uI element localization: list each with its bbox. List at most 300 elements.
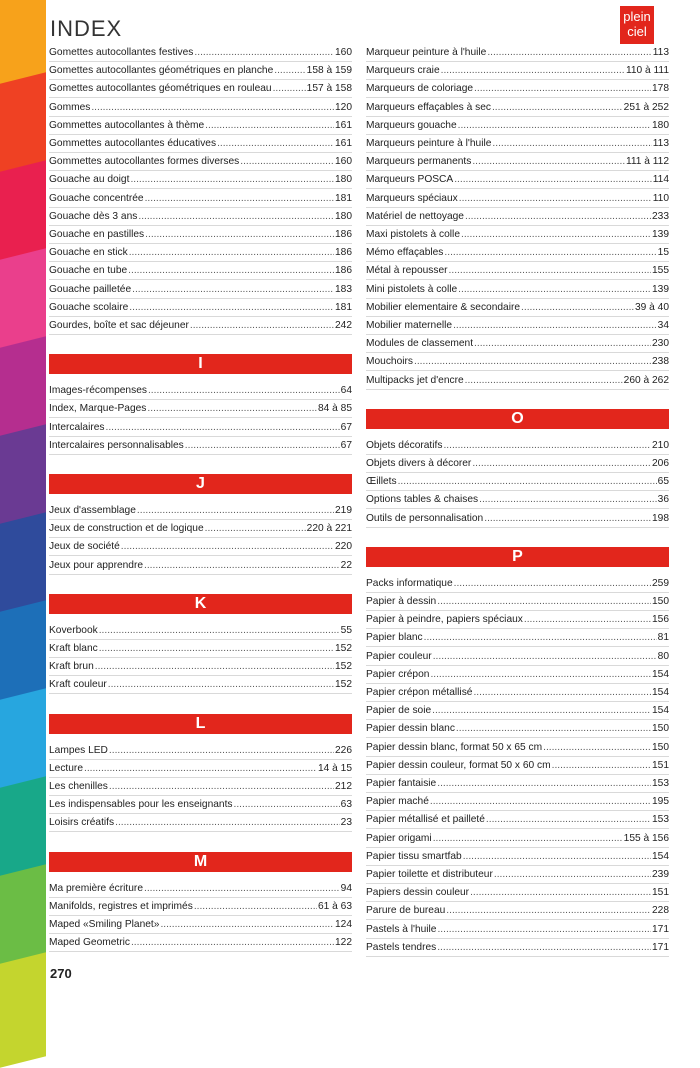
dot-leader	[552, 758, 651, 774]
dot-leader	[437, 776, 651, 792]
dot-leader	[474, 336, 651, 352]
entry-page: 242	[335, 320, 352, 331]
index-entry	[366, 209, 669, 226]
page-title: INDEX	[50, 16, 123, 41]
dot-leader	[458, 118, 651, 134]
dot-leader	[465, 209, 651, 225]
entry-page: 67	[340, 439, 352, 451]
entry-label: Papier crépon	[366, 668, 430, 680]
dot-leader	[99, 623, 340, 639]
entry-label: Papier à peindre, papiers spéciaux	[366, 614, 523, 626]
dot-leader	[128, 263, 334, 279]
index-entry	[366, 612, 669, 629]
index-entry	[49, 815, 352, 832]
entry-page: 156	[652, 614, 669, 626]
index-entry	[366, 118, 669, 135]
entry-page: 239	[652, 869, 669, 880]
entry-label: Gouache en pastilles	[49, 229, 145, 240]
entry-label: Les chenilles	[49, 781, 108, 792]
dot-leader	[132, 282, 334, 298]
entry-page: 186	[335, 265, 352, 277]
entry-page: 186	[335, 247, 352, 259]
dot-leader	[484, 511, 651, 527]
index-entry	[366, 456, 669, 473]
index-entry	[49, 558, 352, 575]
dot-leader	[194, 45, 334, 61]
dot-leader	[148, 383, 340, 399]
entry-label: Lecture	[49, 762, 83, 774]
entry-label: Métal à repousser	[366, 265, 448, 277]
dot-leader	[430, 667, 651, 683]
dot-leader	[441, 63, 625, 79]
entry-label: Marqueurs POSCA	[366, 174, 454, 186]
entry-page: 154	[652, 668, 669, 680]
index-entry	[366, 438, 669, 455]
entry-label: Maxi pistolets à colle	[366, 229, 460, 240]
entry-label: Mouchoirs	[366, 356, 413, 368]
entry-page: 161	[335, 119, 352, 131]
entry-page: 180	[335, 174, 352, 186]
index-entry	[366, 492, 669, 509]
entry-page: 171	[652, 941, 669, 953]
entry-label: Gommettes autocollantes formes diverses	[49, 156, 240, 168]
index-entry	[49, 935, 352, 952]
entry-page: 152	[335, 643, 352, 654]
entry-label: Kraft blanc	[49, 643, 98, 654]
entry-page: 210	[652, 439, 669, 451]
index-entry	[49, 245, 352, 262]
index-entry	[366, 903, 669, 920]
entry-label: Gommettes autocollantes à thème	[49, 119, 205, 131]
entry-page: 36	[657, 494, 669, 506]
index-entry	[49, 136, 352, 153]
entry-label: Gourdes, boîte et sac déjeuner	[49, 320, 189, 331]
entry-page: 226	[335, 744, 352, 756]
dot-leader	[472, 154, 625, 170]
dot-leader	[486, 812, 651, 828]
entry-label: Gouache pailletée	[49, 283, 132, 295]
entry-label: Jeux de construction et de logique	[49, 523, 204, 535]
dot-leader	[160, 917, 334, 933]
dot-leader	[432, 703, 651, 719]
dot-leader	[190, 318, 334, 334]
index-entry	[366, 703, 669, 720]
entry-page: 150	[652, 596, 669, 607]
dot-leader	[398, 474, 657, 490]
entry-label: Mobilier elementaire & secondaire	[366, 301, 521, 313]
index-entry	[49, 318, 352, 335]
entry-page: 260 à 262	[623, 374, 669, 386]
dot-leader	[424, 630, 657, 646]
entry-label: Marqueurs peinture à l'huile	[366, 138, 492, 149]
entry-page: 230	[652, 338, 669, 350]
entry-page: 212	[335, 781, 352, 792]
dot-leader	[121, 539, 334, 555]
dot-leader	[145, 227, 334, 243]
entry-page: 150	[652, 723, 669, 735]
entry-label: Papier blanc	[366, 632, 423, 644]
entry-page: 124	[335, 919, 352, 930]
index-entry	[49, 539, 352, 556]
entry-page: 181	[335, 192, 352, 204]
entry-page: 228	[652, 905, 669, 917]
dot-leader	[456, 721, 651, 737]
entry-page: 110 à 111	[625, 65, 669, 77]
dot-leader	[108, 677, 334, 693]
entry-label: Kraft brun	[49, 661, 94, 673]
index-entry	[366, 649, 669, 666]
entry-label: Gomettes autocollantes géométriques en planche	[49, 65, 274, 77]
dot-leader	[487, 45, 651, 61]
entry-label: Pastels tendres	[366, 941, 437, 953]
entry-label: Papier crépon métallisé	[366, 687, 473, 698]
dot-leader	[95, 659, 334, 675]
index-entry	[366, 740, 669, 757]
dot-leader	[274, 63, 305, 79]
entry-page: 151	[652, 759, 669, 771]
entry-page: 160	[335, 47, 352, 58]
entry-label: Papier dessin blanc, format 50 x 65 cm	[366, 741, 543, 753]
index-entry	[49, 743, 352, 760]
index-entry	[49, 191, 352, 208]
index-entry	[49, 659, 352, 676]
dot-leader	[465, 373, 623, 389]
dot-leader	[443, 438, 651, 454]
dot-leader	[543, 740, 651, 756]
section-header-m: M	[49, 852, 352, 872]
dot-leader	[130, 172, 334, 188]
index-entry	[366, 922, 669, 939]
entry-label: Papier origami	[366, 832, 432, 844]
index-entry	[49, 917, 352, 934]
entry-label: Papiers dessin couleur	[366, 887, 470, 899]
dot-leader	[84, 761, 317, 777]
index-entry	[49, 282, 352, 299]
dot-leader	[433, 649, 657, 665]
entry-label: Mobilier maternelle	[366, 320, 453, 331]
entry-label: Papier dessin blanc	[366, 723, 455, 735]
entry-label: Parure de bureau	[366, 905, 446, 917]
entry-page: 22	[340, 559, 352, 571]
entry-label: Objets décoratifs	[366, 439, 443, 451]
index-entry	[49, 383, 352, 400]
dot-leader	[492, 136, 651, 152]
entry-page: 155 à 156	[623, 832, 669, 844]
entry-label: Marqueurs de coloriage	[366, 83, 474, 95]
index-entry	[366, 318, 669, 335]
index-entry	[366, 576, 669, 593]
section-header-p: P	[366, 547, 669, 567]
entry-label: Intercalaires personnalisables	[49, 439, 184, 451]
entry-page: 81	[657, 632, 669, 644]
page-number: 270	[50, 966, 72, 981]
entry-page: 160	[335, 156, 352, 168]
entry-page: 15	[657, 247, 669, 259]
dot-leader	[137, 503, 334, 519]
dot-leader	[106, 420, 340, 436]
entry-label: Mini pistolets à colle	[366, 283, 458, 295]
index-entry	[366, 885, 669, 902]
entry-page: 114	[652, 174, 669, 186]
dot-leader	[115, 815, 340, 831]
entry-label: Index, Marque-Pages	[49, 403, 147, 415]
entry-page: 158 à 159	[306, 65, 352, 77]
entry-label: Marqueurs effaçables à sec	[366, 101, 491, 113]
dot-leader	[109, 743, 334, 759]
dot-leader	[473, 685, 651, 701]
entry-page: 251 à 252	[623, 101, 669, 113]
entry-label: Ma première écriture	[49, 882, 143, 894]
index-entry	[366, 300, 669, 317]
entry-label: Pastels à l'huile	[366, 923, 437, 935]
entry-page: 153	[652, 814, 669, 826]
entry-label: Objets divers à décorer	[366, 458, 472, 469]
entry-page: 152	[335, 661, 352, 673]
entry-page: 154	[652, 705, 669, 717]
dot-leader	[453, 318, 657, 334]
dot-leader	[138, 209, 334, 225]
entry-page: 34	[657, 320, 669, 331]
entry-label: Gouache en stick	[49, 247, 128, 259]
index-entry	[49, 227, 352, 244]
dot-leader	[492, 100, 623, 116]
dot-leader	[470, 885, 651, 901]
dot-leader	[91, 100, 334, 116]
stripe-12	[0, 952, 46, 1067]
index-entry	[366, 849, 669, 866]
entry-page: 198	[652, 512, 669, 524]
entry-page: 113	[652, 138, 669, 149]
entry-label: Papier tissu smartfab	[366, 850, 462, 862]
dot-leader	[454, 576, 651, 592]
index-entry	[366, 81, 669, 98]
entry-page: 259	[652, 577, 669, 589]
entry-label: Papier maché	[366, 796, 429, 808]
section-header-i: I	[49, 354, 352, 374]
dot-leader	[461, 227, 651, 243]
entry-label: Manifolds, registres et imprimés	[49, 900, 193, 912]
entry-label: Marqueurs craie	[366, 65, 440, 77]
entry-page: 14 à 15	[318, 762, 352, 774]
entry-page: 155	[652, 265, 669, 277]
entry-page: 183	[335, 283, 352, 295]
entry-label: Gomettes autocollantes festives	[49, 47, 194, 58]
entry-page: 39 à 40	[635, 301, 669, 313]
entry-page: 64	[340, 385, 352, 397]
dot-leader	[524, 612, 651, 628]
entry-page: 238	[652, 356, 669, 368]
entry-page: 113	[652, 47, 669, 58]
entry-page: 180	[335, 210, 352, 222]
dot-leader	[449, 263, 651, 279]
entry-label: Jeux d'assemblage	[49, 505, 136, 516]
entry-page: 63	[340, 799, 352, 811]
index-entry	[366, 282, 669, 299]
index-entry	[49, 401, 352, 418]
entry-label: Gouache au doigt	[49, 174, 130, 186]
dot-leader	[414, 354, 651, 370]
section-header-l: L	[49, 714, 352, 734]
entry-label: Kraft couleur	[49, 679, 107, 691]
index-entry	[366, 831, 669, 848]
entry-label: Maped Geometric	[49, 937, 130, 949]
dot-leader	[433, 831, 623, 847]
index-entry	[49, 503, 352, 520]
index-entry	[366, 227, 669, 244]
dot-leader	[131, 935, 334, 951]
entry-page: 186	[335, 229, 352, 240]
index-entry	[49, 81, 352, 98]
entry-page: 80	[657, 650, 669, 662]
entry-label: Papier fantaisie	[366, 778, 437, 789]
dot-leader	[437, 922, 651, 938]
dot-leader	[459, 191, 652, 207]
entry-label: Jeux de société	[49, 541, 120, 553]
index-entry	[366, 336, 669, 353]
entry-label: Papier de soie	[366, 705, 432, 717]
entry-label: Œillets	[366, 476, 397, 488]
entry-page: 150	[652, 741, 669, 753]
entry-page: 111 à 112	[625, 156, 669, 168]
entry-label: Les indispensables pour les enseignants	[49, 799, 233, 811]
brand-logo	[620, 6, 654, 44]
entry-label: Papier à dessin	[366, 596, 437, 607]
logo-line-1: plein	[623, 9, 651, 24]
entry-label: Gouache dès 3 ans	[49, 210, 138, 222]
index-entry	[49, 209, 352, 226]
dot-leader	[99, 641, 334, 657]
entry-page: 178	[652, 83, 669, 95]
entry-page: 139	[652, 229, 669, 240]
entry-label: Options tables & chaises	[366, 494, 479, 506]
dot-leader	[109, 779, 334, 795]
index-entry	[366, 373, 669, 390]
dot-leader	[205, 118, 334, 134]
index-entry	[366, 667, 669, 684]
index-entry	[366, 594, 669, 611]
index-entry	[366, 172, 669, 189]
index-entry	[49, 118, 352, 135]
index-entry	[366, 940, 669, 957]
entry-page: 65	[657, 476, 669, 488]
index-entry	[366, 474, 669, 491]
dot-leader	[129, 300, 334, 316]
entry-page: 206	[652, 458, 669, 469]
entry-label: Loisirs créatifs	[49, 817, 115, 829]
entry-label: Mémo effaçables	[366, 247, 444, 259]
index-entry	[49, 100, 352, 117]
entry-page: 195	[652, 796, 669, 808]
index-entry	[366, 100, 669, 117]
entry-label: Intercalaires	[49, 421, 105, 433]
entry-label: Multipacks jet d'encre	[366, 374, 464, 386]
entry-page: 171	[652, 923, 669, 935]
entry-page: 122	[335, 937, 352, 949]
entry-page: 151	[652, 887, 669, 899]
index-entry	[49, 797, 352, 814]
entry-page: 153	[652, 778, 669, 789]
entry-label: Gouache scolaire	[49, 301, 129, 313]
index-entry	[366, 354, 669, 371]
entry-label: Images-récompenses	[49, 385, 147, 397]
entry-label: Gouache en tube	[49, 265, 128, 277]
section-header-k: K	[49, 594, 352, 614]
index-entry	[49, 438, 352, 455]
entry-label: Marqueurs gouache	[366, 119, 457, 131]
entry-label: Koverbook	[49, 624, 98, 636]
index-entry	[49, 154, 352, 171]
dot-leader	[144, 558, 340, 574]
entry-page: 220 à 221	[306, 523, 352, 535]
index-entry	[366, 263, 669, 280]
logo-line-2: ciel	[627, 24, 647, 39]
entry-page: 139	[652, 283, 669, 295]
dot-leader	[437, 594, 651, 610]
index-entry	[366, 191, 669, 208]
index-entry	[366, 758, 669, 775]
entry-page: 61 à 63	[318, 900, 352, 912]
entry-label: Gommettes autocollantes éducatives	[49, 138, 217, 149]
entry-page: 110	[652, 192, 669, 204]
index-entry	[366, 812, 669, 829]
index-entry	[366, 630, 669, 647]
index-entry	[366, 511, 669, 528]
dot-leader	[234, 797, 340, 813]
index-entry	[366, 245, 669, 262]
index-entry	[49, 300, 352, 317]
dot-leader	[472, 456, 651, 472]
entry-page: 23	[340, 817, 352, 829]
dot-leader	[205, 521, 306, 537]
entry-label: Marqueur peinture à l'huile	[366, 47, 487, 58]
index-entry	[366, 154, 669, 171]
entry-label: Papier couleur	[366, 650, 432, 662]
dot-leader	[444, 245, 656, 261]
index-entry	[366, 63, 669, 80]
index-entry	[49, 521, 352, 538]
dot-leader	[437, 940, 651, 956]
entry-page: 120	[335, 101, 352, 113]
index-entry	[49, 45, 352, 62]
entry-label: Jeux pour apprendre	[49, 559, 144, 571]
dot-leader	[430, 794, 651, 810]
index-entry	[49, 263, 352, 280]
entry-label: Maped «Smiling Planet»	[49, 919, 160, 930]
index-entry	[49, 420, 352, 437]
index-entry	[366, 794, 669, 811]
entry-page: 233	[652, 210, 669, 222]
dot-leader	[217, 136, 334, 152]
index-entry	[49, 677, 352, 694]
entry-label: Gommes	[49, 101, 91, 113]
dot-leader	[145, 191, 334, 207]
entry-label: Gomettes autocollantes géométriques en rouleau	[49, 83, 272, 95]
dot-leader	[147, 401, 317, 417]
entry-page: 154	[652, 850, 669, 862]
entry-label: Papier dessin couleur, format 50 x 60 cm	[366, 759, 551, 771]
entry-page: 94	[340, 882, 352, 894]
entry-page: 84 à 85	[318, 403, 352, 415]
dot-leader	[494, 867, 651, 883]
entry-label: Outils de personnalisation	[366, 512, 484, 524]
dot-leader	[194, 899, 317, 915]
entry-page: 180	[652, 119, 669, 131]
section-header-o: O	[366, 409, 669, 429]
dot-leader	[185, 438, 340, 454]
entry-label: Papier toilette et distributeur	[366, 869, 493, 880]
dot-leader	[144, 881, 340, 897]
entry-label: Modules de classement	[366, 338, 474, 350]
